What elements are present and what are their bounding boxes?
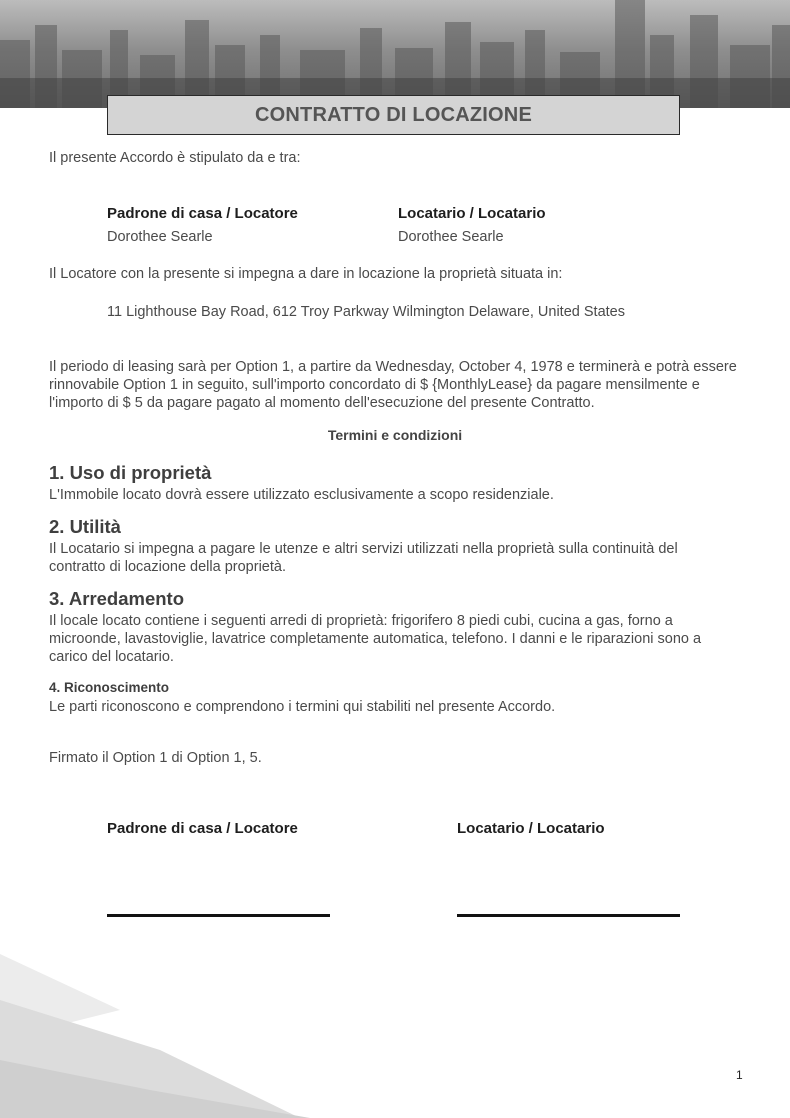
signature-tenant-label: Locatario / Locatario	[457, 820, 605, 837]
page-number: 1	[736, 1068, 743, 1082]
section-body: L'Immobile locato dovrà essere utilizzato esclusivamente a scopo residenziale.	[49, 487, 554, 503]
section-body: Le parti riconoscono e comprendono i termini qui stabiliti nel presente Accordo.	[49, 699, 556, 715]
section-body: Il locale locato contiene i seguenti arredi di proprietà: frigorifero 8 piedi cubi, cucina a gas, forno a microonde, lavastoviglie, lavatrice completamente automatica, telefono. I danni e le riparazioni sono a carico del locatario.	[49, 613, 702, 665]
tenant-name: Dorothee Searle	[398, 229, 504, 245]
document-title: CONTRATTO DI LOCAZIONE	[107, 95, 680, 135]
decorative-corner-shape	[0, 940, 320, 1118]
lease-paragraph: Il periodo di leasing sarà per Option 1, a partire da Wednesday, October 4, 1978 e terminerà e potrà essere rinnovabile Option 1 in seguito, sull'importo concordato di $ {MonthlyLease} da pagare mensilmente e l'importo di $ 5 da pagare pagato al momento dell'esecuzione del presente Contratto.	[49, 359, 737, 411]
intro-text: Il presente Accordo è stipulato da e tra:	[49, 150, 301, 166]
landlord-signature-line	[107, 914, 330, 917]
tenant-label: Locatario / Locatario	[398, 205, 546, 222]
section-heading: 2. Utilità	[49, 516, 121, 537]
signature-landlord-label: Padrone di casa / Locatore	[107, 820, 298, 837]
property-intro: Il Locatore con la presente si impegna a dare in locazione la proprietà situata in:	[49, 266, 563, 282]
property-address: 11 Lighthouse Bay Road, 612 Troy Parkway Wilmington Delaware, United States	[107, 304, 625, 320]
tenant-signature-line	[457, 914, 680, 917]
landlord-label: Padrone di casa / Locatore	[107, 205, 298, 222]
section-heading: 4. Riconoscimento	[49, 680, 170, 695]
terms-heading: Termini e condizioni	[327, 427, 463, 443]
landlord-name: Dorothee Searle	[107, 229, 213, 245]
section-body: Il Locatario si impegna a pagare le utenze e altri servizi utilizzati nella proprietà sulla continuità del contratto di locazione della proprietà.	[49, 541, 678, 575]
signed-date-text: Firmato il Option 1 di Option 1, 5.	[49, 750, 262, 766]
section-heading: 1. Uso di proprietà	[49, 462, 212, 483]
section-heading: 3. Arredamento	[49, 588, 185, 609]
header-skyline-image	[0, 0, 790, 108]
